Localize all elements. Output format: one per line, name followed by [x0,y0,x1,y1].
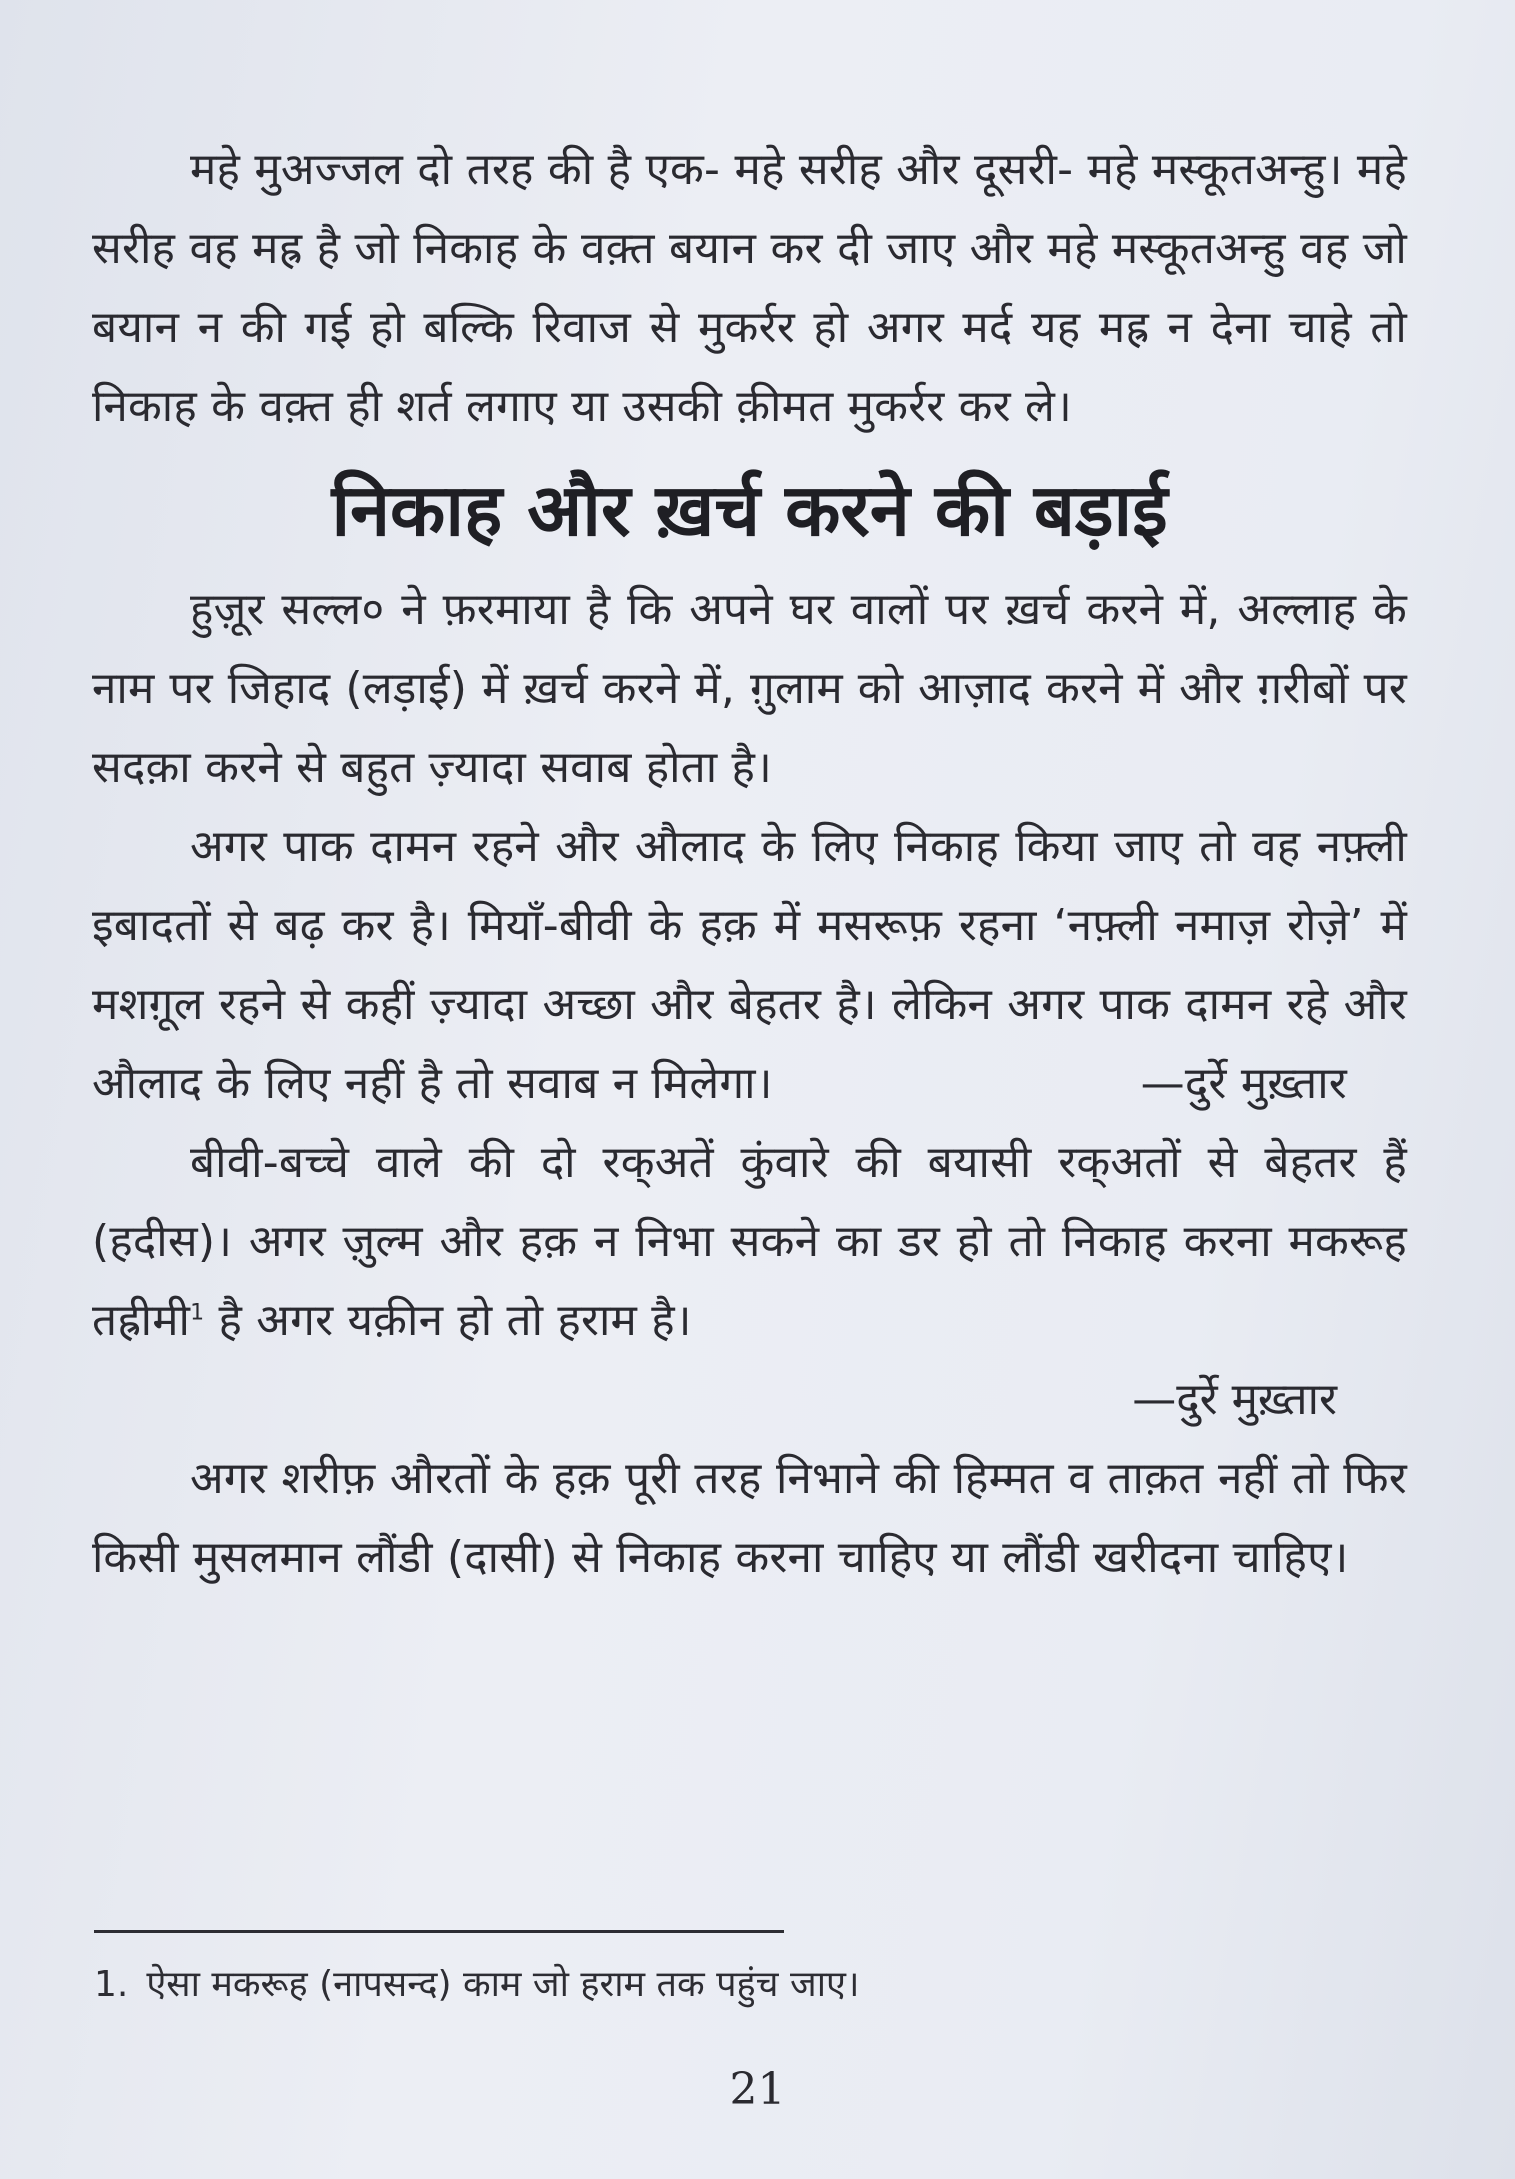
footnote [94,1955,860,2015]
paragraph-spending-virtue: हुज़ूर सल्ल० ने फ़रमाया है कि अपने घर वालों पर ख़र्च करने में, अल्लाह के नाम पर जिहाद (लड़ाई) में ख़र्च करने में, ग़ुलाम को आज़ाद करने में और ग़रीबों पर सदक़ा करने से बहुत ज़्यादा सवाब होता है। [92,584,1407,793]
page-body [92,130,1407,1597]
footnote-marker: 1 [190,1300,205,1326]
section-heading: निकाह और ख़र्च करने की बड़ाई [331,468,1168,552]
citation-durre-mukhtar-2: —दुर्रे मुख़्तार [1132,1374,1337,1425]
citation-durre-mukhtar-1: —दुर्रे मुख़्तार [1140,1058,1347,1109]
footnote-divider [94,1930,784,1933]
footnote-text: ऐसा मकरूह (नापसन्द) काम जो हराम तक पहुंच जाए। [146,1964,860,2005]
footnote-number: 1. [94,1964,129,2005]
paragraph-family-prayer-end: है अगर यक़ीन हो तो हराम है। [204,1295,692,1346]
paragraph-nikah-virtue [92,807,1407,1123]
paragraph-family-prayer [92,1123,1407,1360]
paragraph-mahr-types: महे मुअज्जल दो तरह की है एक- महे सरीह और दूसरी- महे मस्कूतअन्हु। महे सरीह वह मह्र है जो निकाह के वक़्त बयान कर दी जाए और महे मस्कूतअन्हु वह जो बयान न की गई हो बल्कि रिवाज से मुकर्रर हो अगर मर्द यह मह्र न देना चाहे तो निकाह के वक़्त ही शर्त लगाए या उसकी क़ीमत मुकर्रर कर ले। [92,144,1407,432]
paragraph-family-prayer-text: बीवी-बच्चे वाले की दो रक्अतें कुंवारे की बयासी रक्अतों से बेहतर हैं (हदीस)। अगर ज़ुल्म और हक़ न निभा सकने का डर हो तो निकाह करना मकरूह तह्रीमी [92,1137,1407,1346]
page-number: 21 [729,2064,786,2115]
paragraph-nikah-virtue-text: अगर पाक दामन रहने और औलाद के लिए निकाह किया जाए तो वह नफ़्ली इबादतों से बढ़ कर है। मियाँ-बीवी के हक़ में मसरूफ़ रहना ‘नफ़्ली नमाज़ रोज़े’ में मशग़ूल रहने से कहीं ज़्यादा अच्छा और बेहतर है। लेकिन अगर पाक दामन रहे और औलाद के लिए नहीं है तो सवाब न मिलेगा। [92,821,1407,1109]
paragraph-slave-marriage: अगर शरीफ़ औरतों के हक़ पूरी तरह निभाने की हिम्मत व ताक़त नहीं तो फिर किसी मुसलमान लौंडी (दासी) से निकाह करना चाहिए या लौंडी खरीदना चाहिए। [92,1453,1407,1583]
